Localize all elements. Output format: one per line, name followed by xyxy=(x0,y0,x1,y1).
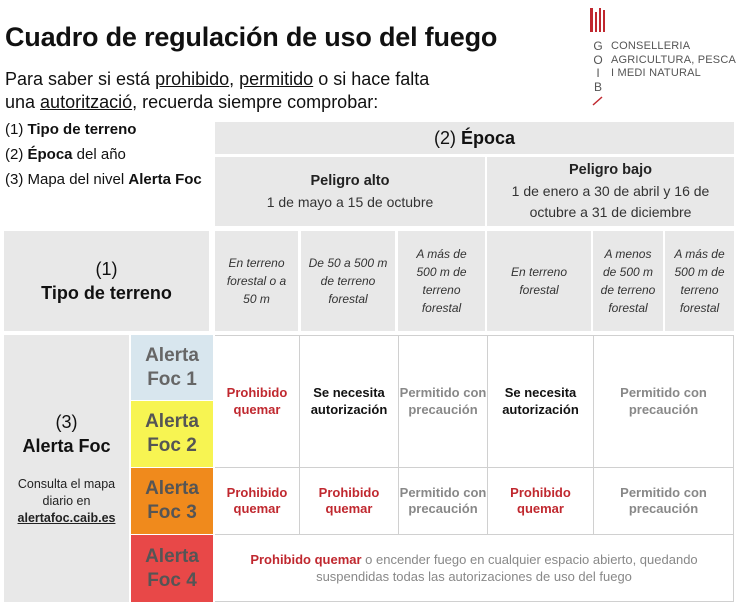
alerta-foc-1-label xyxy=(131,335,213,400)
tipo-terreno-header xyxy=(4,231,209,331)
cell-foc3-terrain4: Prohibido quemar xyxy=(487,468,593,535)
criteria-1 xyxy=(5,120,210,139)
balearic-flag-icon xyxy=(590,8,606,32)
cell-foc4-all xyxy=(215,535,734,602)
cell-foc12-terrain1: Prohibido quemar xyxy=(215,335,299,468)
peligro-bajo-cell xyxy=(487,157,734,226)
criteria-bold: Alerta Foc xyxy=(128,171,202,188)
criteria-num: (2) xyxy=(5,146,28,163)
tipo-num: (1) xyxy=(95,259,118,279)
terrain-6: A más de 500 m de terreno forestal xyxy=(665,231,734,331)
criteria-2 xyxy=(5,145,210,164)
level-line: Alerta xyxy=(145,545,199,567)
peligro-bajo-title: Peligro bajo xyxy=(569,162,652,178)
level-line: Alerta xyxy=(145,411,199,432)
tipo-label: Tipo de terreno xyxy=(41,283,172,303)
conselleria-line: CONSELLERIA xyxy=(611,40,691,52)
cell-foc12-terrain2: Se necesita autorización xyxy=(299,335,398,468)
terrain-2: De 50 a 500 m de terreno forestal xyxy=(301,231,395,331)
criteria-rest: del año xyxy=(72,146,126,163)
logo-letter: B xyxy=(593,79,602,94)
foc4-bold-text: Prohibido quemar xyxy=(250,551,362,567)
alerta-sub-text: Consulta el mapa diario en xyxy=(17,477,116,508)
alertafoc-link[interactable]: alertafoc.caib.es xyxy=(17,511,116,525)
cell-foc3-terrain56: Permitido con precaución xyxy=(593,468,734,535)
alerta-foc-4-label xyxy=(131,535,213,602)
conselleria-line: I MEDI NATURAL xyxy=(611,67,701,79)
intro-prohibido: prohibido xyxy=(155,69,230,89)
level-line: Foc 1 xyxy=(147,368,197,390)
alerta-label: Alerta Foc xyxy=(22,436,111,456)
intro-autorizacion: autorització xyxy=(40,92,133,112)
level-line: Foc 3 xyxy=(147,502,197,523)
logo-slash-icon xyxy=(592,96,604,106)
foc4-rest-text: o encender fuego en cualquier espacio abierto, quedando suspendidas todas las autorizaciones de uso del fuego xyxy=(316,551,698,584)
epoca-num: (2) xyxy=(433,127,461,148)
intro-part: , xyxy=(229,69,240,89)
criteria-bold: Época xyxy=(27,146,73,163)
intro-part: o si hace falta xyxy=(313,69,430,89)
cell-foc3-terrain2: Prohibido quemar xyxy=(299,468,398,535)
peligro-alto-dates: 1 de mayo a 15 de octubre xyxy=(266,193,434,210)
peligro-bajo-dates: 1 de enero a 30 de abril y 16 de octubre a 31 de diciembre xyxy=(511,183,710,220)
criteria-num: (1) xyxy=(5,121,28,138)
terrain-1: En terreno forestal o a 50 m xyxy=(215,231,298,331)
conselleria-label xyxy=(611,40,736,81)
alerta-foc-header xyxy=(4,335,129,602)
criteria-3 xyxy=(5,170,210,189)
terrain-3: A más de 500 m de terreno forestal xyxy=(398,231,485,331)
logo-letter: G xyxy=(593,39,603,53)
page-title: Cuadro de regulación de uso del fuego xyxy=(5,22,498,52)
alerta-foc-3-label xyxy=(131,468,213,534)
level-line: Alerta xyxy=(145,344,199,366)
peligro-alto-cell xyxy=(215,157,485,226)
level-line: Alerta xyxy=(145,478,199,499)
goib-logo-letters xyxy=(592,40,604,94)
level-line: Foc 4 xyxy=(147,569,197,591)
epoca-header xyxy=(215,122,734,154)
logo-letter: I xyxy=(596,66,600,80)
criteria-bold: Tipo de terreno xyxy=(27,121,137,138)
terrain-4: En terreno forestal xyxy=(487,231,591,331)
conselleria-line: AGRICULTURA, PESCA xyxy=(611,53,737,66)
alerta-num: (3) xyxy=(55,412,78,432)
terrain-5: A menos de 500 m de terreno forestal xyxy=(593,231,663,331)
intro-part: , recuerda siempre comprobar: xyxy=(132,92,379,112)
alerta-foc-2-label xyxy=(131,401,213,467)
cell-foc3-terrain1: Prohibido quemar xyxy=(215,468,299,535)
intro-text xyxy=(5,68,485,114)
alerta-sub xyxy=(4,476,129,527)
cell-foc12-terrain4: Se necesita autorización xyxy=(487,335,593,468)
level-line: Foc 2 xyxy=(147,435,197,456)
cell-foc12-terrain3: Permitido con precaución xyxy=(398,335,487,468)
intro-permitido: permitido xyxy=(239,69,314,89)
criteria-num: (3) Mapa del nivel xyxy=(5,171,129,188)
epoca-label: Época xyxy=(460,127,516,148)
cell-foc3-terrain3: Permitido con precaución xyxy=(398,468,487,535)
logo-letter: O xyxy=(593,52,603,67)
intro-part: Para saber si está xyxy=(5,69,156,89)
intro-part: una xyxy=(5,92,41,112)
peligro-alto-title: Peligro alto xyxy=(310,172,390,189)
cell-foc12-terrain56: Permitido con precaución xyxy=(593,335,734,468)
